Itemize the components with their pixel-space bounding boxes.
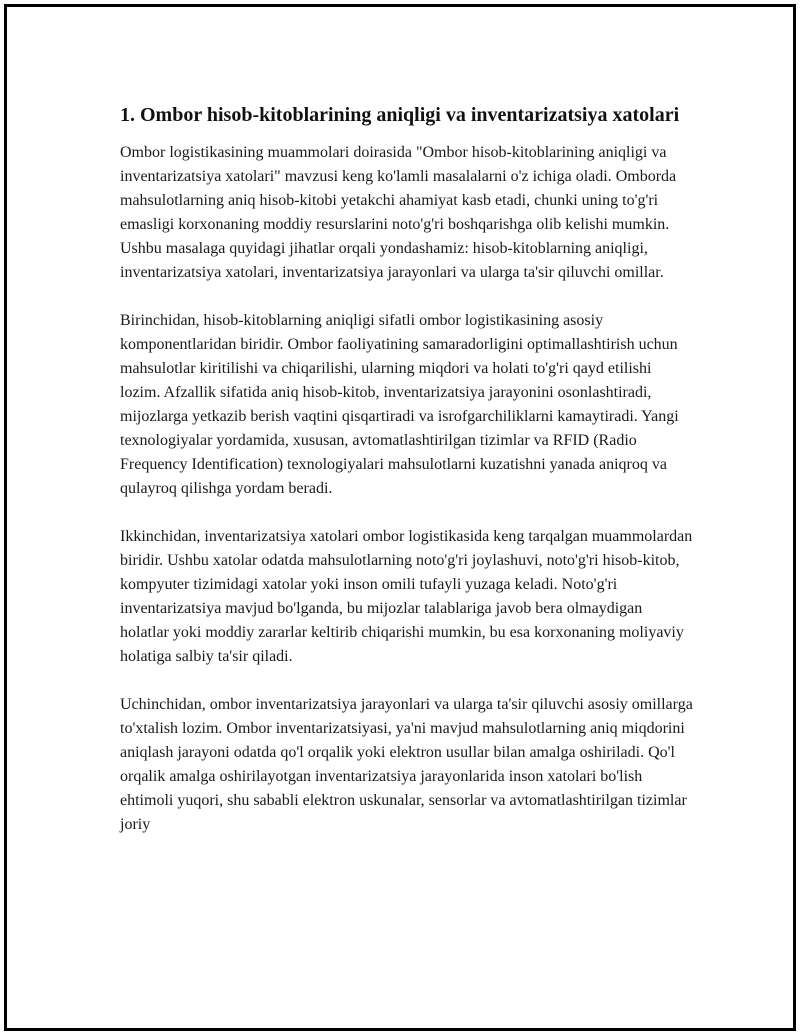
section-heading: 1. Ombor hisob-kitoblarining aniqligi va inventarizatsiya xatolari — [120, 104, 680, 126]
page-frame — [4, 4, 796, 1031]
paragraph-first: Birinchidan, hisob-kitoblarning aniqligi sifatli ombor logistikasining asosiy komponentlaridan biridir. Ombor faoliyatining samaradorligini optimallashtirish uchun mahsulotlar kiritilishi va chiqarilishi, ularning miqdori va holati to'g'ri qayd etilishi lozim. Afzallik sifatida aniq hisob-kitob, inventarizatsiya jarayonini osonlashtiradi, mijozlarga yetkazib berish vaqtini qisqartiradi va isrofgarchiliklarni kamaytiradi. Yangi texnologiyalar yordamida, xususan, avtomatlashtirilgan tizimlar va RFID (Radio Frequency Identification) texnologiyalari mahsulotlarni kuzatishni yanada aniqroq va qulayroq qilishga yordam beradi. — [120, 312, 679, 497]
paragraph-third: Uchinchidan, ombor inventarizatsiya jarayonlari va ularga ta'sir qiluvchi asosiy omillarga to'xtalish lozim. Ombor inventarizatsiyasi, ya'ni mavjud mahsulotlarning aniq miqdorini aniqlash jarayoni odatda qo'l orqalik yoki elektron usullar bilan amalga oshiriladi. Qo'l orqalik amalga oshirilayotgan inventarizatsiya jarayonlarida inson xatolari bo'lish ehtimoli yuqori, shu sababli elektron uskunalar, sensorlar va avtomatlashtirilgan tizimlar joriy — [120, 696, 693, 833]
document-body — [120, 101, 695, 861]
paragraph-second: Ikkinchidan, inventarizatsiya xatolari ombor logistikasida keng tarqalgan muammolardan biridir. Ushbu xatolar odatda mahsulotlarning noto'g'ri joylashuvi, noto'g'ri hisob-kitob, kompyuter tizimidagi xatolar yoki inson omili tufayli yuzaga keladi. Noto'g'ri inventarizatsiya mavjud bo'lganda, bu mijozlar talablariga javob bera olmaydigan holatlar yoki moddiy zararlar keltirib chiqarishi mumkin, bu esa korxonaning moliyaviy holatiga salbiy ta'sir qiladi. — [120, 528, 693, 665]
paragraph-intro: Ombor logistikasining muammolari doirasida "Ombor hisob-kitoblarining aniqligi va inventarizatsiya xatolari" mavzusi keng ko'lamli masalalarni o'z ichiga oladi. Omborda mahsulotlarning aniq hisob-kitobi yetakchi ahamiyat kasb etadi, chunki uning to'g'ri emasligi korxonaning moddiy resurslarini noto'g'ri boshqarishga olib kelishi mumkin. Ushbu masalaga quyidagi jihatlar orqali yondashamiz: hisob-kitoblarning aniqligi, inventarizatsiya xatolari, inventarizatsiya jarayonlari va ularga ta'sir qiluvchi omillar. — [120, 144, 677, 281]
